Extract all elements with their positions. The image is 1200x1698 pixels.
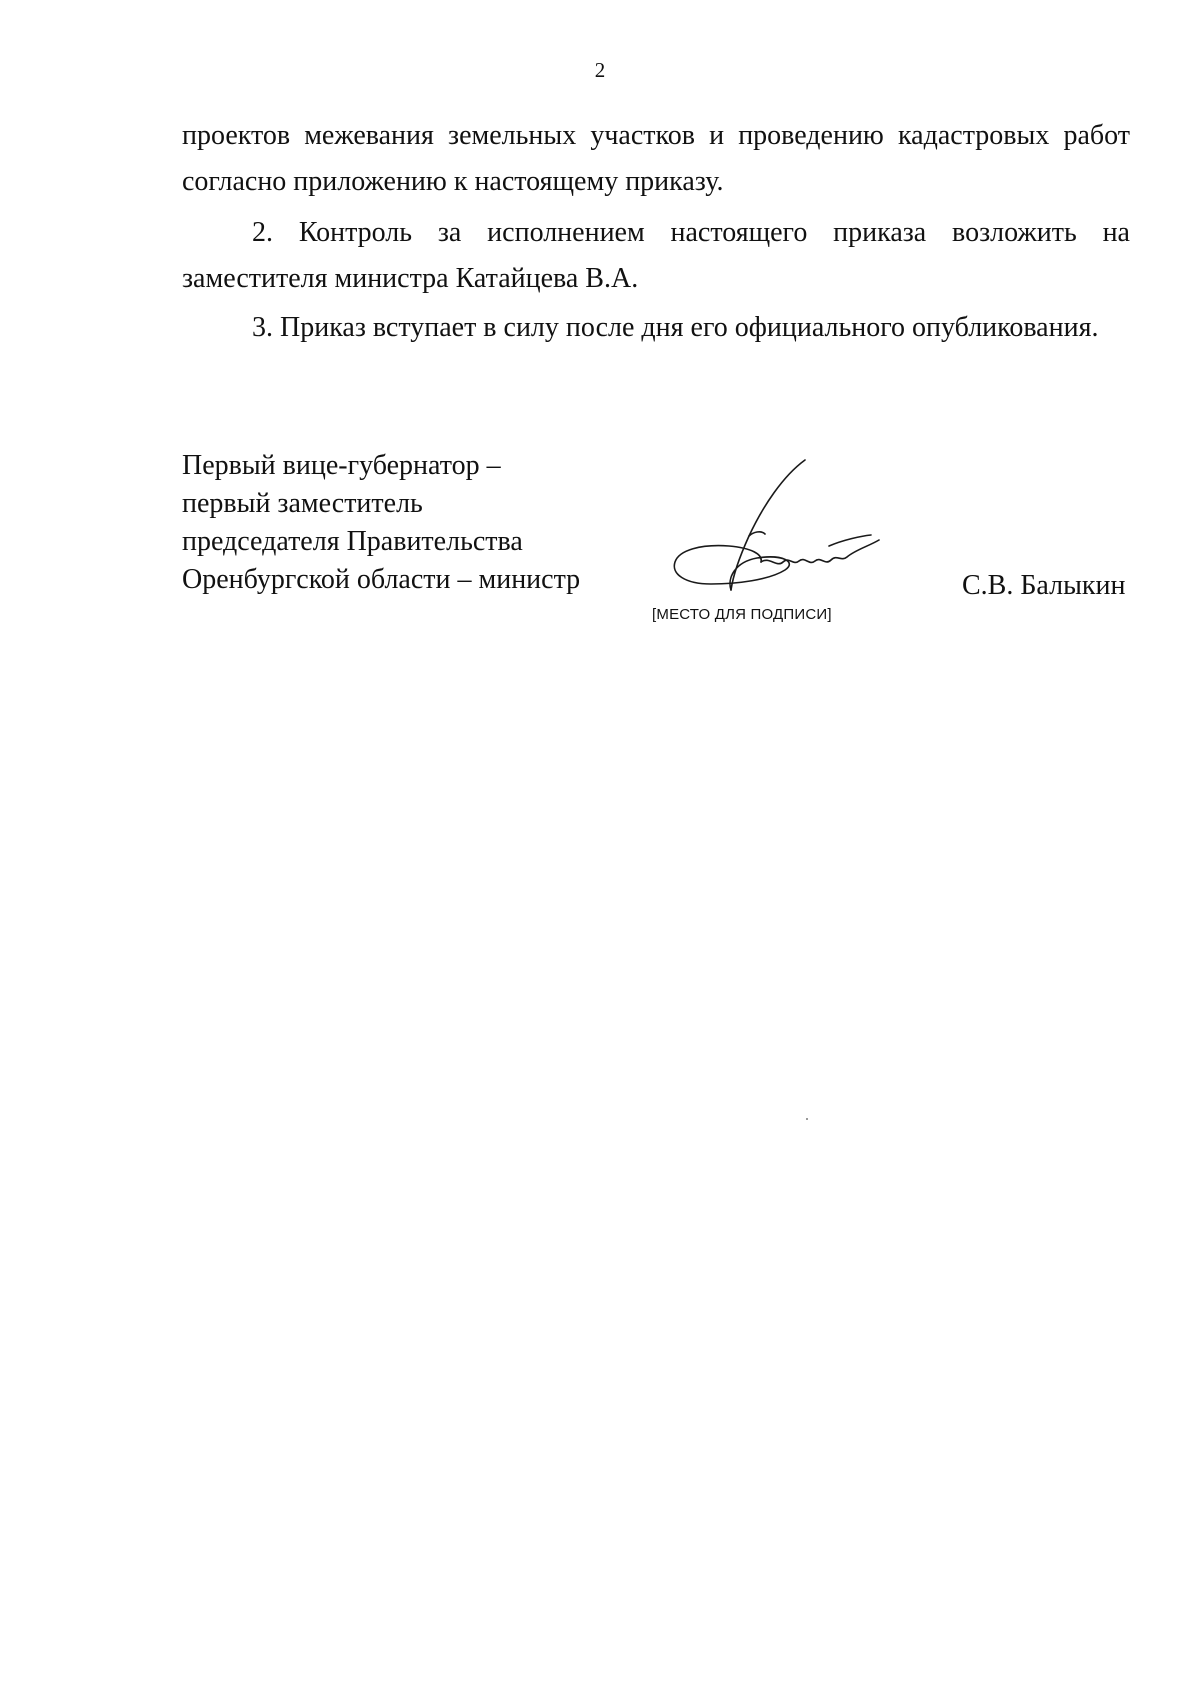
signer-position bbox=[182, 447, 580, 599]
scan-speck bbox=[806, 1118, 808, 1120]
paragraph-1 bbox=[182, 113, 1130, 205]
signer-position-line-4: Оренбургской области – министр bbox=[182, 564, 581, 595]
paragraph-1-line-2: согласно приложению к настоящему приказу. bbox=[182, 166, 724, 197]
paragraph-3-line-1: 3. Приказ вступает в силу после дня его официального опубликования. bbox=[252, 312, 1099, 343]
paragraph-3 bbox=[182, 305, 1130, 351]
signer-position-line-3: председателя Правительства bbox=[182, 526, 523, 557]
paragraph-1-line-1: проектов межевания земельных участков и проведению кадастровых работ bbox=[182, 120, 1130, 151]
signer-position-line-1: Первый вице-губернатор – bbox=[182, 450, 501, 481]
signature-placeholder: [МЕСТО ДЛЯ ПОДПИСИ] bbox=[652, 606, 832, 623]
page-number: 2 bbox=[594, 58, 606, 82]
signer-position-line-2: первый заместитель bbox=[182, 488, 423, 519]
paragraph-2-line-1: 2. Контроль за исполнением настоящего приказа возложить на bbox=[252, 217, 1130, 248]
signer-name: С.В. Балыкин bbox=[962, 570, 1126, 601]
paragraph-2-line-2: заместителя министра Катайцева В.А. bbox=[182, 263, 639, 294]
paragraph-2 bbox=[182, 210, 1130, 302]
handwritten-signature bbox=[665, 458, 895, 603]
